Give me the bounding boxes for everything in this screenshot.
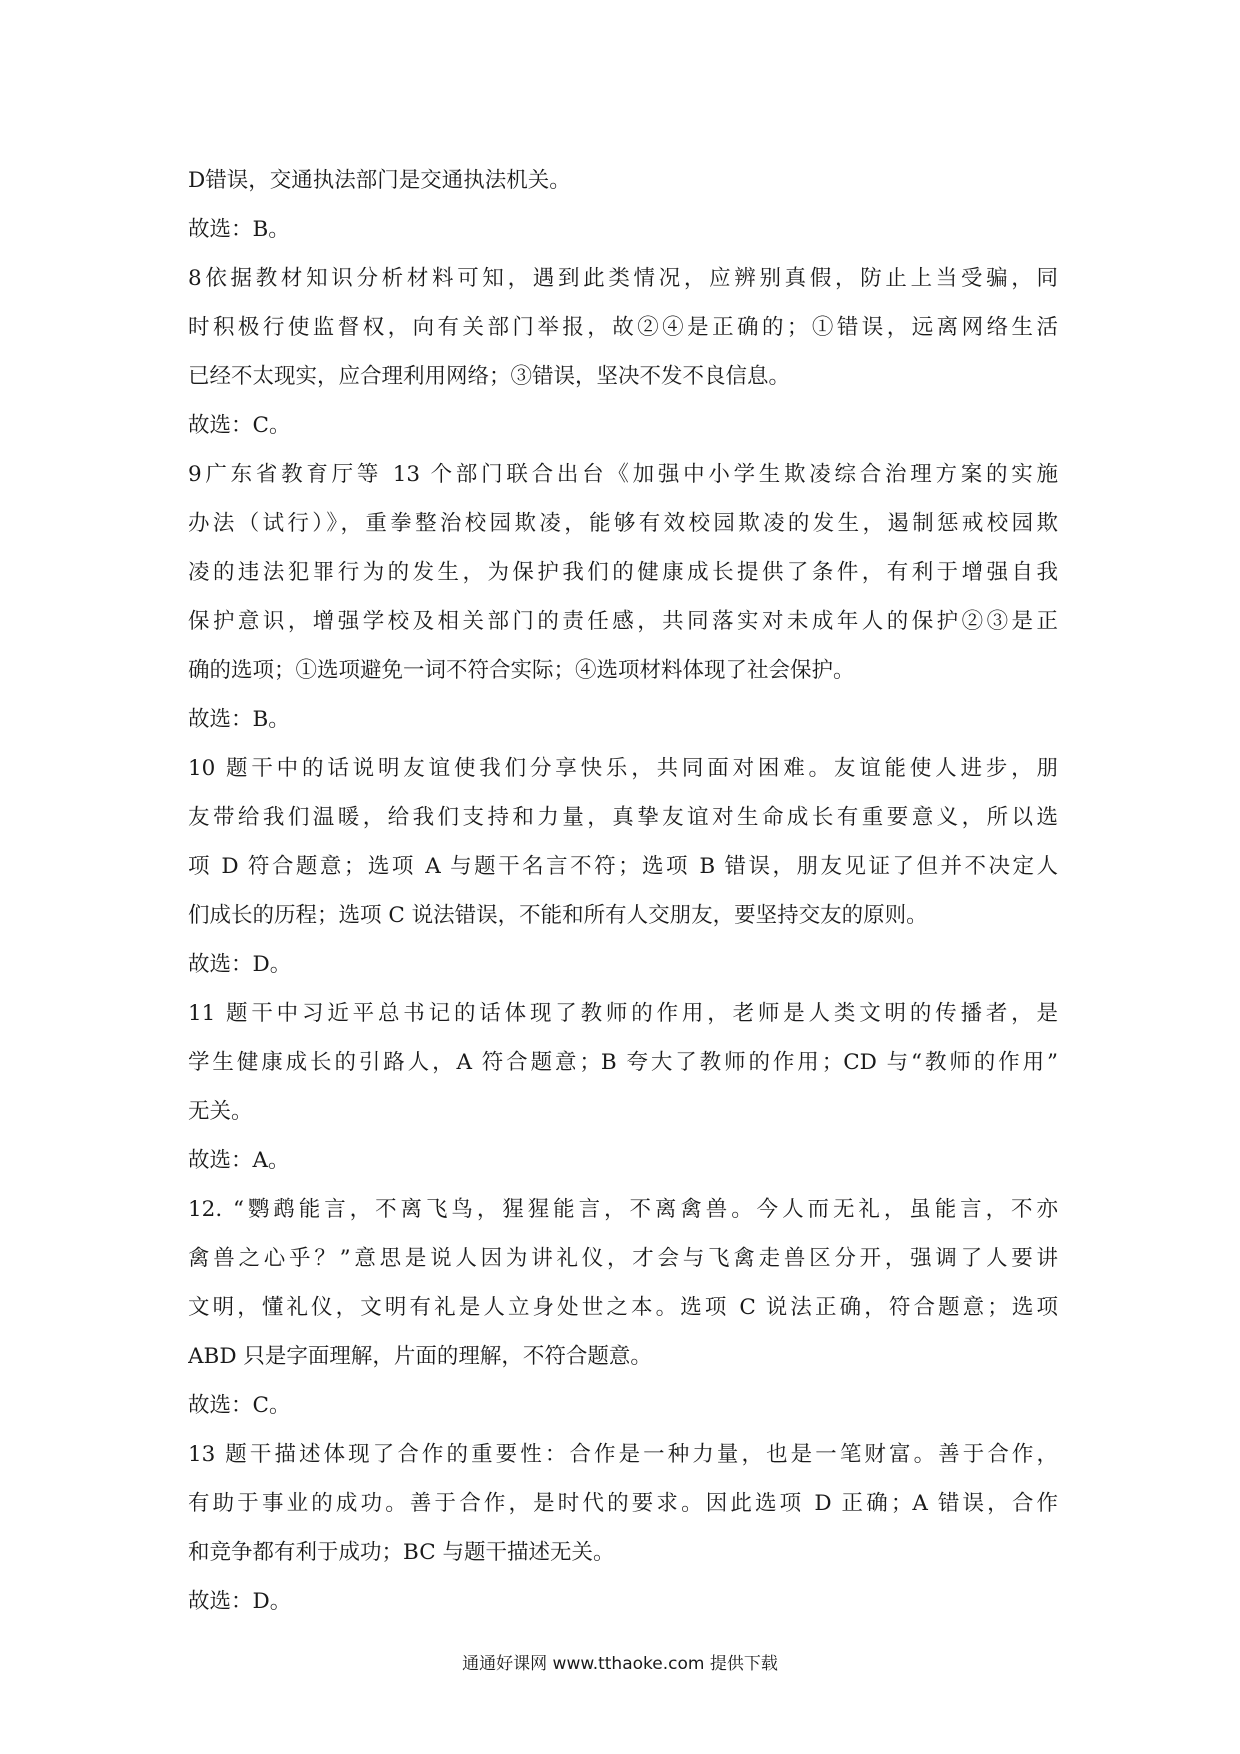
text-line: 故选：B。 [188, 707, 290, 732]
text-line: 故选：C。 [188, 413, 291, 438]
text-line: 文明，懂礼仪，文明有礼是人立身处世之本。选项 C 说法正确，符合题意；选项 [188, 1295, 1058, 1320]
text-line: ABD 只是字面理解，片面的理解，不符合题意。 [188, 1344, 652, 1369]
text-line: 10 题干中的话说明友谊使我们分享快乐，共同面对困难。友谊能使人进步，朋 [188, 756, 1058, 781]
text-line: 12. “鹦鹉能言，不离飞鸟，猩猩能言，不离禽兽。今人而无礼，虽能言，不亦 [188, 1197, 1058, 1222]
text-line: 11 题干中习近平总书记的话体现了教师的作用，老师是人类文明的传播者，是 [188, 1001, 1058, 1026]
text-line: 故选：A。 [188, 1148, 290, 1173]
text-line: 8依据教材知识分析材料可知，遇到此类情况，应辨别真假，防止上当受骗，同 [188, 266, 1058, 291]
text-line: 有助于事业的成功。善于合作，是时代的要求。因此选项 D 正确；A 错误，合作 [188, 1491, 1058, 1516]
text-line: 故选：C。 [188, 1393, 291, 1418]
text-line: 9广东省教育厅等 13 个部门联合出台《加强中小学生欺凌综合治理方案的实施 [188, 462, 1058, 487]
answer-explanations [188, 156, 1058, 1626]
text-line: 13 题干描述体现了合作的重要性：合作是一种力量，也是一笔财富。善于合作， [188, 1442, 1058, 1467]
text-line: 禽兽之心乎？”意思是说人因为讲礼仪，才会与飞禽走兽区分开，强调了人要讲 [188, 1246, 1058, 1271]
text-line: 故选：D。 [188, 1589, 292, 1614]
text-line: 故选：D。 [188, 952, 292, 977]
text-line: 友带给我们温暖，给我们支持和力量，真挚友谊对生命成长有重要意义，所以选 [188, 805, 1058, 830]
text-line: 时积极行使监督权，向有关部门举报，故②④是正确的；①错误，远离网络生活 [188, 315, 1058, 340]
text-line: 故选：B。 [188, 217, 290, 242]
text-line: 项 D 符合题意；选项 A 与题干名言不符；选项 B 错误，朋友见证了但并不决定人 [188, 854, 1058, 879]
text-line: 办法（试行）》，重拳整治校园欺凌，能够有效校园欺凌的发生，遏制惩戒校园欺 [188, 511, 1058, 536]
text-line: 确的选项；①选项避免一词不符合实际；④选项材料体现了社会保护。 [188, 658, 855, 683]
text-line: 凌的违法犯罪行为的发生，为保护我们的健康成长提供了条件，有利于增强自我 [188, 560, 1058, 585]
page-footer: 通通好课网 www.tthaoke.com 提供下载 [462, 1654, 778, 1674]
text-line: 保护意识，增强学校及相关部门的责任感，共同落实对未成年人的保护②③是正 [188, 609, 1058, 634]
text-line: 学生健康成长的引路人，A 符合题意；B 夸大了教师的作用；CD 与“教师的作用” [188, 1050, 1058, 1075]
text-line: 无关。 [188, 1099, 253, 1124]
text-line: 们成长的历程；选项 C 说法错误，不能和所有人交朋友，要坚持交友的原则。 [188, 903, 928, 928]
text-line: 已经不太现实，应合理利用网络；③错误，坚决不发不良信息。 [188, 364, 791, 389]
text-line: 和竞争都有利于成功；BC 与题干描述无关。 [188, 1540, 615, 1565]
text-line: D错误，交通执法部门是交通执法机关。 [188, 168, 571, 193]
